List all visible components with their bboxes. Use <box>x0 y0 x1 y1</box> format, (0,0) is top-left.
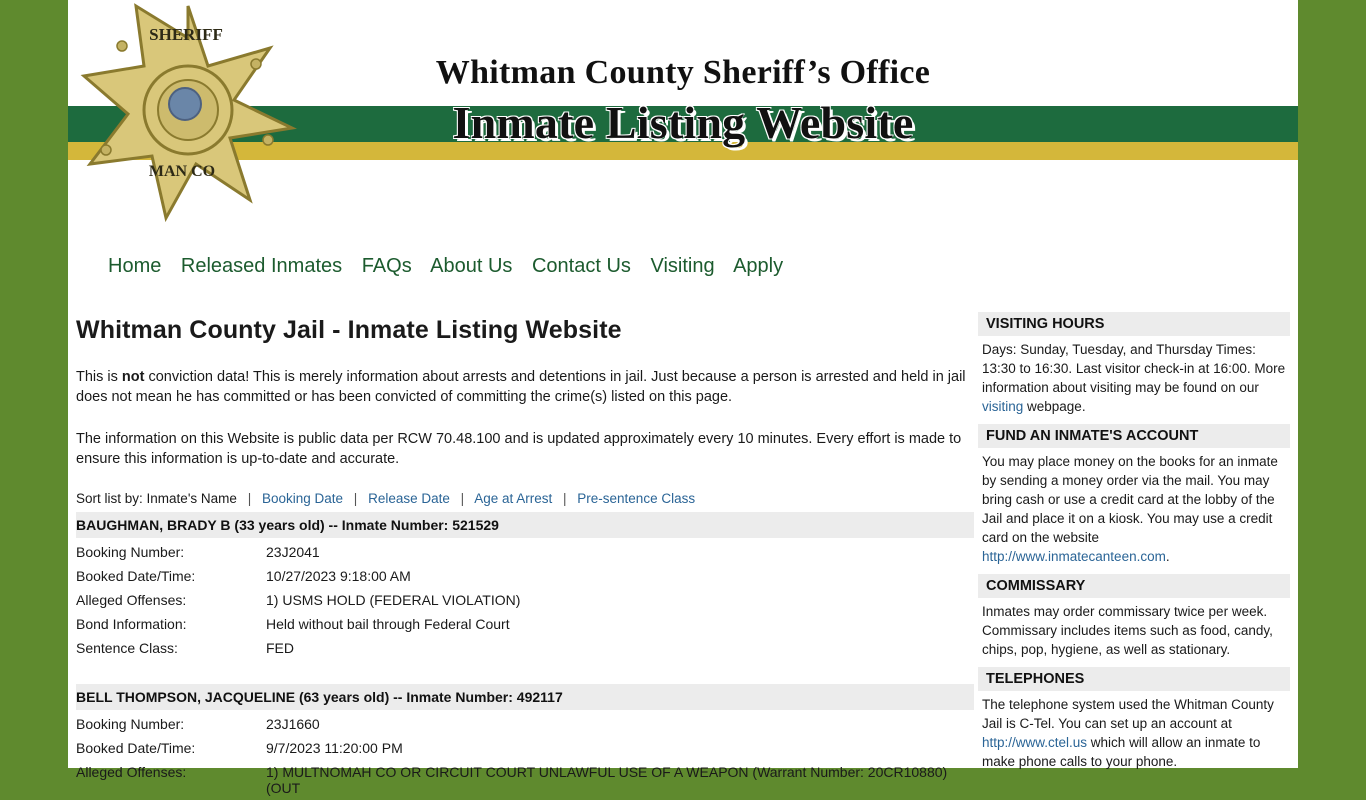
detail-label: Booked Date/Time: <box>76 740 196 756</box>
main-navigation <box>68 255 1298 278</box>
disclaimer-pre: This is <box>76 369 122 385</box>
table-row <box>76 636 974 660</box>
inmate-record-header: BAUGHMAN, BRADY B (33 years old) -- Inmate Number: 521529 <box>76 512 974 538</box>
nav-about-us[interactable]: About Us <box>430 255 513 277</box>
inmate-record-header: BELL THOMPSON, JACQUELINE (63 years old) -- Inmate Number: 492117 <box>76 684 974 710</box>
record-spacer <box>76 660 976 678</box>
nav-apply[interactable]: Apply <box>733 255 784 277</box>
badge-text-bottom: MAN CO <box>148 163 216 180</box>
detail-value: FED <box>266 640 294 656</box>
sidebar-heading-commissary: COMMISSARY <box>978 574 1290 598</box>
disclaimer-paragraph <box>76 367 974 407</box>
public-data-paragraph: The information on this Website is public data per RCW 70.48.100 and is updated approximately every 10 minutes. Every effort is made to ensure this information is up-to-date and accurate. <box>76 431 962 467</box>
ctel-link[interactable]: http://www.ctel.us <box>982 735 1088 750</box>
sidebar <box>978 312 1290 779</box>
detail-value: 1) USMS HOLD (FEDERAL VIOLATION) <box>266 592 521 608</box>
sidebar-text: Days: Sunday, Tuesday, and Thursday Times: 13:30 to 16:30. Last visitor check-in at 16:00. More information about visiting may be found on our <box>982 342 1286 395</box>
detail-label: Booking Number: <box>76 544 185 560</box>
page-container <box>68 0 1298 796</box>
disclaimer-post: conviction data! This is merely information about arrests and detentions in jail. Just because a person is arrested and held in jail does not mean he has committed or has been convicted of committing the crime(s) listed on this page. <box>76 369 966 405</box>
detail-label: Bond Information: <box>76 616 187 632</box>
sidebar-heading-fund-account: FUND AN INMATE'S ACCOUNT <box>978 424 1290 448</box>
sheriff-star-badge-icon <box>78 2 298 224</box>
sidebar-body-visiting-hours <box>978 340 1290 424</box>
table-row <box>76 564 974 588</box>
banner-title-line2: Inmate Listing Website <box>452 97 914 148</box>
sort-option-booking-date[interactable]: Booking Date <box>261 491 344 506</box>
detail-label: Booked Date/Time: <box>76 568 196 584</box>
sidebar-heading-visiting-hours: VISITING HOURS <box>978 312 1290 336</box>
nav-released-inmates[interactable]: Released Inmates <box>180 255 343 277</box>
banner-title-line1: Whitman County Sheriff’s Office <box>435 54 931 91</box>
nav-faqs[interactable]: FAQs <box>361 255 412 277</box>
nav-contact-us[interactable]: Contact Us <box>531 255 631 277</box>
sort-option-age-at-arrest[interactable]: Age at Arrest <box>474 491 553 506</box>
inmate-details-table <box>76 712 974 800</box>
table-row <box>76 712 974 736</box>
sidebar-text: webpage. <box>1023 399 1086 414</box>
page-title: Whitman County Jail - Inmate Listing Website <box>76 316 622 344</box>
nav-visiting[interactable]: Visiting <box>650 255 715 277</box>
detail-value: 23J2041 <box>266 544 320 560</box>
sort-option-release-date[interactable]: Release Date <box>368 491 450 506</box>
detail-value: 9/7/2023 11:20:00 PM <box>266 740 403 756</box>
sort-separator: | <box>460 491 465 506</box>
sort-separator: | <box>353 491 358 506</box>
detail-label: Booking Number: <box>76 716 185 732</box>
detail-value: 23J1660 <box>266 716 320 732</box>
sort-list-bar <box>76 491 976 506</box>
nav-home[interactable]: Home <box>108 255 162 277</box>
sort-separator: | <box>247 491 252 506</box>
site-banner <box>68 0 1298 232</box>
detail-value: 1) MULTNOMAH CO OR CIRCUIT COURT UNLAWFUL USE OF A WEAPON (Warrant Number: 20CR10880) (OUT <box>266 764 948 796</box>
disclaimer-emphasis: not <box>121 369 145 385</box>
sort-option-pre-sentence-class[interactable]: Pre-sentence Class <box>577 491 696 506</box>
sidebar-body-commissary: Inmates may order commissary twice per week. Commissary includes items such as food, candy, chips, pop, hygiene, as well as stationary. <box>982 604 1273 657</box>
sidebar-body-fund-account <box>978 452 1290 574</box>
inmatecanteen-link[interactable]: http://www.inmatecanteen.com <box>982 549 1166 564</box>
detail-label: Alleged Offenses: <box>76 764 187 780</box>
sidebar-text: You may place money on the books for an inmate by sending a money order via the mail. You may bring cash or use a credit card at the lobby of the Jail and place it on a kiosk. You may use a credit card on the website <box>982 454 1278 545</box>
main-content <box>76 308 976 800</box>
sort-separator: | <box>563 491 567 506</box>
detail-label: Sentence Class: <box>76 640 178 656</box>
table-row <box>76 736 974 760</box>
table-row <box>76 760 974 800</box>
sidebar-text: . <box>1165 549 1170 564</box>
visiting-webpage-link[interactable]: visiting <box>982 399 1024 414</box>
detail-label: Alleged Offenses: <box>76 592 187 608</box>
detail-value: Held without bail through Federal Court <box>266 616 510 632</box>
sidebar-body-telephones <box>978 695 1290 779</box>
sidebar-text: The telephone system used the Whitman County Jail is C-Tel. You can set up an account at <box>982 697 1274 731</box>
table-row <box>76 612 974 636</box>
badge-text-top: SHERIFF <box>149 25 223 44</box>
detail-value: 10/27/2023 9:18:00 AM <box>266 568 411 584</box>
sort-label: Sort list by: <box>76 491 143 506</box>
sidebar-heading-telephones: TELEPHONES <box>978 667 1290 691</box>
table-row <box>76 540 974 564</box>
inmate-details-table <box>76 540 974 660</box>
table-row <box>76 588 974 612</box>
sort-option-inmates-name: Inmate's Name <box>146 491 237 506</box>
sidebar-text: which will allow an inmate to make phone calls to your phone. <box>982 735 1261 769</box>
